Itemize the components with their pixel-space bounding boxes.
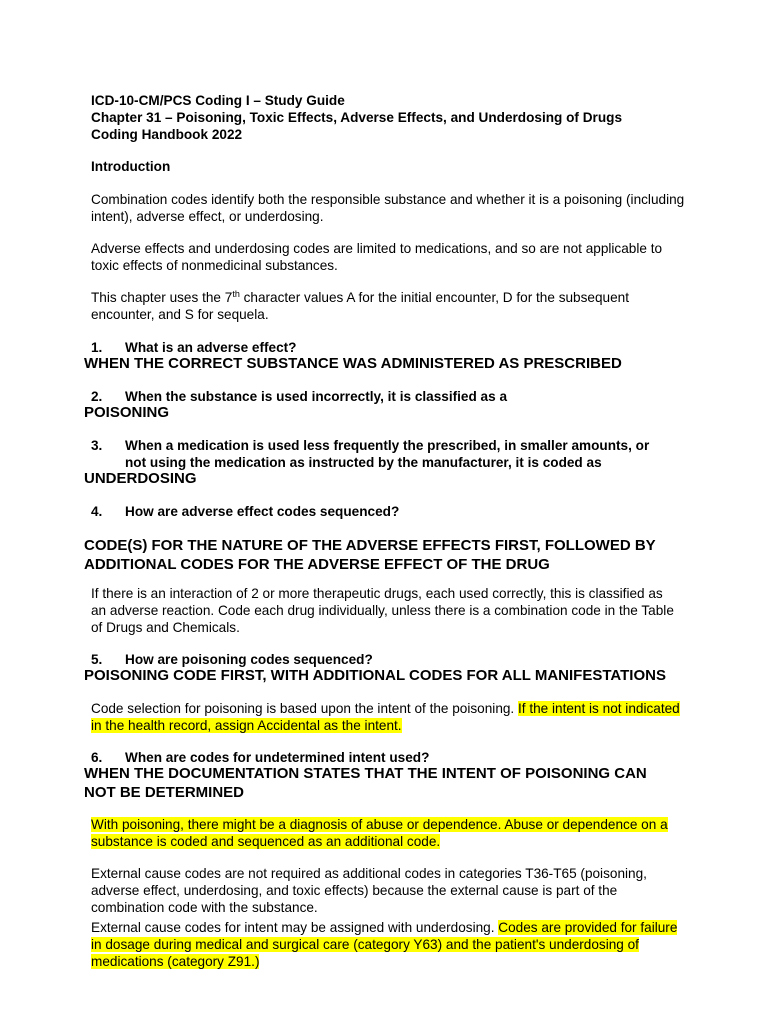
question-text: What is an adverse effect? — [125, 340, 297, 355]
document-header — [91, 92, 691, 143]
question-5 — [91, 651, 691, 668]
poisoning-intent-text: Code selection for poisoning is based upon the intent of the poisoning. — [91, 701, 518, 716]
underdosing-intent-highlight: Codes are provided for failure in dosage during medical and surgical care (category Y63) and the patient's underdosing of medications (category Z91.) — [91, 920, 678, 969]
header-source: Coding Handbook 2022 — [91, 127, 243, 142]
note-underdosing-intent — [91, 919, 687, 970]
question-4 — [91, 503, 691, 520]
answer-1: WHEN THE CORRECT SUBSTANCE WAS ADMINISTERED AS PRESCRIBED — [84, 355, 622, 372]
intro-paragraph-3 — [91, 289, 691, 323]
question-number: 1. — [91, 340, 103, 355]
header-title: ICD-10-CM/PCS Coding I – Study Guide — [91, 93, 345, 108]
intro-heading: Introduction — [91, 159, 171, 174]
intro-p3-end: character values A for the initial encounter, D for the subsequent encounter, and S for sequela. — [91, 290, 629, 322]
intro-paragraph-1: Combination codes identify both the responsible substance and whether it is a poisoning (including intent), adverse effect, or underdosing. — [91, 192, 685, 224]
question-number: 4. — [91, 504, 103, 519]
header-chapter: Chapter 31 – Poisoning, Toxic Effects, Adverse Effects, and Underdosing of Drugs — [91, 110, 623, 125]
question-number: 6. — [91, 750, 103, 765]
answer-2: POISONING — [84, 404, 170, 421]
question-2 — [91, 388, 691, 405]
question-number: 5. — [91, 652, 103, 667]
question-text: When a medication is used less frequently the prescribed, in smaller amounts, or not using the medication as instructed by the manufacturer, it is coded as — [125, 438, 650, 470]
question-text: How are adverse effect codes sequenced? — [125, 504, 400, 519]
question-text: When are codes for undetermined intent used? — [125, 750, 430, 765]
note-drug-interaction: If there is an interaction of 2 or more therapeutic drugs, each used correctly, this is classified as an adverse reaction. Code each drug individually, unless there is a combination code in the Table of Drugs and Chemicals. — [91, 586, 674, 635]
answer-6: WHEN THE DOCUMENTATION STATES THAT THE INTENT OF POISONING CAN NOT BE DETERMINED — [84, 765, 647, 801]
question-number: 2. — [91, 389, 103, 404]
note-poisoning-intent — [91, 700, 681, 734]
question-number: 3. — [91, 438, 103, 453]
intro-p3-start: This chapter uses the 7 — [91, 290, 233, 305]
answer-5: POISONING CODE FIRST, WITH ADDITIONAL CODES FOR ALL MANIFESTATIONS — [84, 667, 666, 684]
intro-paragraph-2: Adverse effects and underdosing codes are limited to medications, and so are not applicable to toxic effects of nonmedicinal substances. — [91, 241, 663, 273]
intro-p3-superscript: th — [232, 289, 240, 299]
question-6 — [91, 749, 691, 766]
question-text: How are poisoning codes sequenced? — [125, 652, 373, 667]
poisoning-intent-highlight: If the intent is not indicated in the health record, assign Accidental as the intent. — [91, 701, 680, 733]
question-3 — [91, 437, 651, 471]
abuse-dependence-highlight: With poisoning, there might be a diagnosis of abuse or dependence. Abuse or dependence on a substance is coded and sequenced as an additional code. — [91, 817, 668, 849]
question-1 — [91, 339, 691, 356]
question-text: When the substance is used incorrectly, it is classified as a — [125, 389, 508, 404]
answer-3: UNDERDOSING — [84, 470, 197, 487]
answer-4: CODE(S) FOR THE NATURE OF THE ADVERSE EFFECTS FIRST, FOLLOWED BY ADDITIONAL CODES FOR THE ADVERSE EFFECT OF THE DRUG — [84, 537, 656, 573]
underdosing-intent-text: External cause codes for intent may be assigned with underdosing. — [91, 920, 499, 935]
note-external-cause: External cause codes are not required as additional codes in categories T36-T65 (poisoning, adverse effect, underdosing, and toxic effects) because the external cause is part of the combination code with the substance. — [91, 866, 647, 915]
note-abuse-dependence — [91, 816, 687, 850]
